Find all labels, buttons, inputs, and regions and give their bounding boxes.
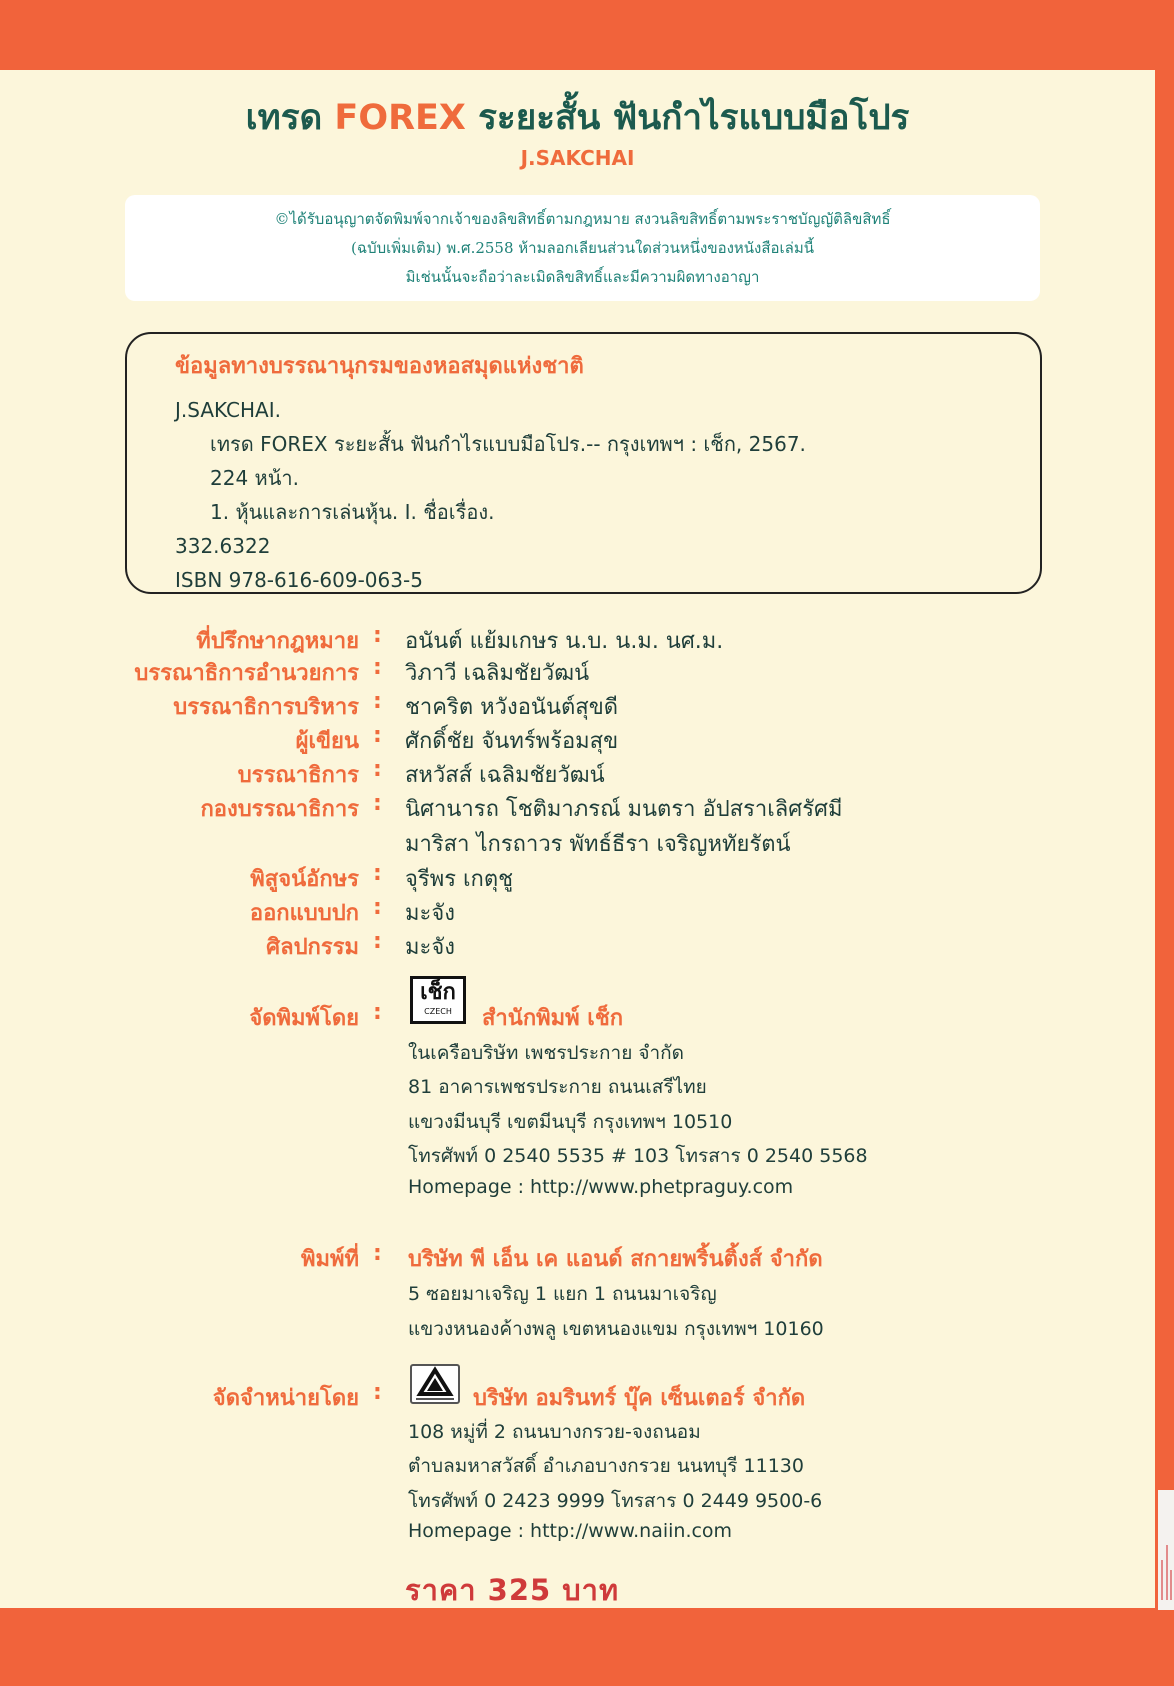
book-author: J.SAKCHAI <box>520 146 635 170</box>
distributor-row: จัดจำหน่ายโดย : บริษัท อมรินทร์ บุ๊ค เซ็นเตอร์ จำกัด <box>0 1380 1155 1412</box>
publisher-address-line: แขวงมีนบุรี เขตมีนบุรี กรุงเทพฯ 10510 <box>408 1111 733 1133</box>
credit-value: มาริสา ไกรถาวร พัทธ์ธีรา เจริญหทัยรัตน์ <box>405 832 791 857</box>
credit-row-art: ศิลปกรรม : มะจัง <box>0 929 1155 961</box>
credit-value: สหวัสส์ เฉลิมชัยวัฒน์ <box>405 763 605 788</box>
credit-row-proofreader: พิสูจน์อักษร : จุรีพร เกตุชู <box>0 861 1155 893</box>
credit-row-director-editor: บรรณาธิการอำนวยการ : วิภาวี เฉลิมชัยวัฒน์ <box>0 655 1155 687</box>
credit-label: ศิลปกรรม <box>266 935 359 960</box>
credit-row-editorial-board-cont <box>0 826 1155 858</box>
printer-address-line: แขวงหนองค้างพลู เขตหนองแขม กรุงเทพฯ 10160 <box>408 1318 824 1340</box>
credit-value: นิศานารถ โชติมาภรณ์ มนตรา อัปสราเลิศรัศมี <box>405 797 843 822</box>
credit-value: ศักดิ์ชัย จันทร์พร้อมสุข <box>405 729 619 754</box>
credit-label: ออกแบบปก <box>249 901 359 926</box>
cip-subject: 1. หุ้นและการเล่นหุ้น. I. ชื่อเรื่อง. <box>210 500 495 524</box>
distributor-name: บริษัท อมรินทร์ บุ๊ค เซ็นเตอร์ จำกัด <box>473 1386 806 1411</box>
distributor-address-line: ตำบลมหาสวัสดิ์ อำเภอบางกรวย นนทบุรี 11130 <box>408 1455 804 1477</box>
credit-label: ผู้เขียน <box>295 729 359 754</box>
credit-value: วิภาวี เฉลิมชัยวัฒน์ <box>405 661 590 686</box>
publisher-row: จัดพิมพ์โดย : สำนักพิมพ์ เช็ก <box>0 1000 1155 1032</box>
publisher-address-line: ในเครือบริษัท เพชรประกาย จำกัด <box>408 1042 685 1064</box>
cip-author: J.SAKCHAI. <box>175 398 281 422</box>
page-edge-decoration <box>1158 1490 1174 1610</box>
cip-isbn: ISBN 978-616-609-063-5 <box>175 568 423 592</box>
publisher-homepage[interactable]: Homepage : http://www.phetpraguy.com <box>408 1176 794 1198</box>
publisher-label: จัดพิมพ์โดย <box>249 1006 359 1031</box>
cip-title: เทรด FOREX ระยะสั้น ฟันกำไรแบบมือโปร.-- กรุงเทพฯ : เช็ก, 2567. <box>210 432 806 456</box>
publisher-phone: โทรศัพท์ 0 2540 5535 # 103 โทรสาร 0 2540 5568 <box>408 1145 868 1167</box>
copyright-line: ©ได้รับอนุญาตจัดพิมพ์จากเจ้าของลิขสิทธิ์ตามกฎหมาย สงวนลิขสิทธิ์ตามพระราชบัญญัติลิขสิทธิ์ <box>274 210 891 228</box>
copyright-line: (ฉบับเพิ่มเติม) พ.ศ.2558 ห้ามลอกเลียนส่วนใดส่วนหนึ่งของหนังสือเล่มนี้ <box>351 239 814 257</box>
credit-value: ชาคริต หวังอนันต์สุขดี <box>405 695 619 720</box>
printer-row: พิมพ์ที่ : บริษัท พี เอ็น เค แอนด์ สกายพริ้นติ้งส์ จำกัด <box>0 1241 1155 1273</box>
book-title: เทรด FOREX ระยะสั้น ฟันกำไรแบบมือโปร <box>245 98 910 138</box>
credit-row-editorial-board: กองบรรณาธิการ : นิศานารถ โชติมาภรณ์ มนตรา อัปสราเลิศรัศมี <box>0 791 1155 823</box>
credit-row-managing-editor: บรรณาธิการบริหาร : ชาคริต หวังอนันต์สุขดี <box>0 689 1155 721</box>
credit-row-writer: ผู้เขียน : ศักดิ์ชัย จันทร์พร้อมสุข <box>0 723 1155 755</box>
credit-label: พิสูจน์อักษร <box>250 867 359 892</box>
distributor-address-line: 108 หมู่ที่ 2 ถนนบางกรวย-จงถนอม <box>408 1421 701 1443</box>
credit-label: บรรณาธิการอำนวยการ <box>134 661 359 686</box>
czech-publisher-logo: เช็ก CZECH <box>410 976 466 1024</box>
credit-label: บรรณาธิการ <box>237 763 359 788</box>
credit-label: กองบรรณาธิการ <box>200 797 359 822</box>
title-highlight: FOREX <box>334 98 466 138</box>
copyright-line: มิเช่นนั้นจะถือว่าละเมิดลิขสิทธิ์และมีความผิดทางอาญา <box>405 268 760 286</box>
credit-row-editor: บรรณาธิการ : สหวัสส์ เฉลิมชัยวัฒน์ <box>0 757 1155 789</box>
amarin-logo-icon <box>410 1364 460 1404</box>
distributor-phone: โทรศัพท์ 0 2423 9999 โทรสาร 0 2449 9500-6 <box>408 1490 823 1512</box>
book-price: ราคา 325 บาท <box>405 1573 620 1607</box>
distributor-homepage[interactable]: Homepage : http://www.naiin.com <box>408 1520 733 1542</box>
credit-row-legal-advisor: ที่ปรึกษากฎหมาย : อนันต์ แย้มเกษร น.บ. น.ม. นศ.ม. <box>0 623 1155 655</box>
credit-label: บรรณาธิการบริหาร <box>173 695 359 720</box>
credit-value: จุรีพร เกตุชู <box>405 867 514 892</box>
publisher-address-line: 81 อาคารเพชรประกาย ถนนเสรีไทย <box>408 1076 707 1098</box>
printer-label: พิมพ์ที่ <box>300 1247 359 1272</box>
copyright-notice <box>125 195 1040 301</box>
publisher-name: สำนักพิมพ์ เช็ก <box>482 1006 624 1031</box>
credit-value: อนันต์ แย้มเกษร น.บ. น.ม. นศ.ม. <box>405 629 724 654</box>
credit-row-cover-design: ออกแบบปก : มะจัง <box>0 895 1155 927</box>
cip-pages: 224 หน้า. <box>210 466 299 490</box>
cip-heading: ข้อมูลทางบรรณานุกรมของหอสมุดแห่งชาติ <box>175 354 584 379</box>
cip-classification: 332.6322 <box>175 534 271 558</box>
printer-address-line: 5 ซอยมาเจริญ 1 แยก 1 ถนนมาเจริญ <box>408 1283 717 1305</box>
cip-box <box>125 332 1042 594</box>
printer-name: บริษัท พี เอ็น เค แอนด์ สกายพริ้นติ้งส์ จำกัด <box>408 1247 823 1272</box>
distributor-label: จัดจำหน่ายโดย <box>212 1386 359 1411</box>
credit-value: มะจัง <box>405 935 455 960</box>
credit-label: ที่ปรึกษากฎหมาย <box>196 629 359 654</box>
page-edge-strip <box>1155 70 1174 1608</box>
credit-value: มะจัง <box>405 901 455 926</box>
